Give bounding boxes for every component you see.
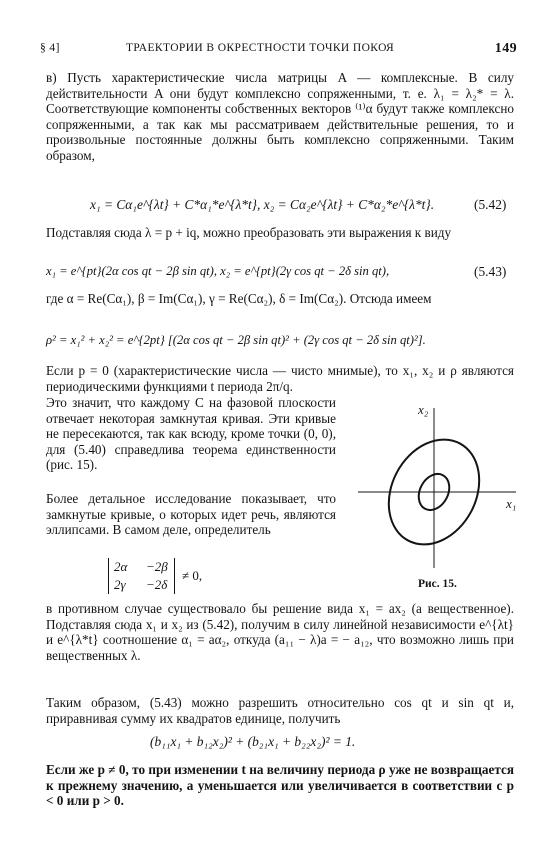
figure-15-phase-portrait [350, 398, 522, 598]
paragraph-substitution: Подставляя сюда λ = p + iq, можно преобразовать эти выражения к виду [46, 225, 452, 240]
determinant [108, 558, 268, 598]
determinant-a11: 2α [114, 559, 128, 574]
equation-5-43: x₁ = e^{pt}(2α cos qt − 2β sin qt), x₂ = e^{pt}(2γ cos qt − 2δ sin qt), [46, 264, 390, 278]
equation-rho-squared: ρ² = x₁² + x₂² = e^{2pt} [(2α cos qt − 2β sin qt)² + (2γ cos qt − 2δ sin qt)²]. [46, 333, 426, 347]
equation-5-42: x₁ = Cα₁e^{λt} + C*α₁*e^{λ*t}, x₂ = Cα₂e^{λt} + C*α₂*e^{λ*t}. [90, 197, 435, 212]
equation-ellipse: (b₁₁x₁ + b₁₂x₂)² + (b₂₁x₁ + b₂₂x₂)² = 1. [150, 734, 356, 749]
x1-axis-label: x₁ [506, 496, 517, 511]
paragraph-complex-eigenvalues: в) Пусть характеристические числа матрицы A — комплексные. В силу действительности A они будут комплексно сопряженными, т. е. λ₁ = λ₂* = λ. Соответствующие компоненты собственных векторов ⁽¹⁾α будут также комплексно сопряженными, а так как мы рассматриваем действительные решения, то и произвольные постоянные должны быть комплексно сопряженными. Таким образом, [46, 70, 514, 163]
determinant-right-bar [174, 558, 175, 594]
figure-caption: Рис. 15. [418, 578, 457, 590]
determinant-left-bar [108, 558, 109, 594]
paragraph-pure-imaginary: Если p = 0 (характеристические числа — чисто мнимые), то x₁, x₂ и ρ являются периодическими функциями t периода 2π/q. [46, 363, 514, 394]
page-number: 149 [494, 41, 517, 56]
equation-number-5-43: (5.43) [474, 264, 507, 279]
x2-axis-label: x₂ [418, 402, 429, 417]
paragraph-resolve: Таким образом, (5.43) можно разрешить относительно cos qt и sin qt и, приравнивая сумму их квадратов единице, получить [46, 695, 514, 726]
running-header [40, 42, 517, 58]
paragraph-ellipses: Более детальное исследование показывает, что замкнутые кривые, о которых идет речь, являются эллипсами. В самом деле, определитель [46, 491, 336, 538]
equation-number-5-42: (5.42) [474, 197, 507, 212]
paragraph-contradiction: в противном случае существовало бы решение вида x₁ = ax₂ (a вещественное). Подставляя сюда x₁ и x₂ из (5.42), получим в силу линейной независимости e^{λt} и e^{λ*t} соотношение α₁ = aα₂, откуда (a₁₁ − λ)a = − a₁₂, что возможно лишь при вещественных λ. [46, 601, 514, 663]
paragraph-closed-curves: Это значит, что каждому C на фазовой плоскости отвечает некоторая замкнутая кривая. Эти кривые не пересекаются, так как всюду, кроме точки (0, 0), для (5.40) справедлива теорема единственности (рис. 15). [46, 395, 336, 473]
determinant-relation: ≠ 0, [182, 568, 203, 583]
determinant-a22: −2δ [146, 577, 168, 592]
running-title: ТРАЕКТОРИИ В ОКРЕСТНОСТИ ТОЧКИ ПОКОЯ [126, 42, 395, 54]
paragraph-p-nonzero: Если же p ≠ 0, то при изменении t на величину периода ρ уже не возвращается к прежнему значению, а уменьшается или увеличивается в соответствии с p < 0 или p > 0. [46, 762, 514, 809]
paragraph-definitions: где α = Re(Cα₁), β = Im(Cα₁), γ = Re(Cα₂), δ = Im(Cα₂). Отсюда имеем [46, 291, 432, 306]
section-mark: § 4] [40, 42, 60, 54]
determinant-a21: 2γ [114, 577, 126, 592]
determinant-a12: −2β [146, 559, 168, 574]
